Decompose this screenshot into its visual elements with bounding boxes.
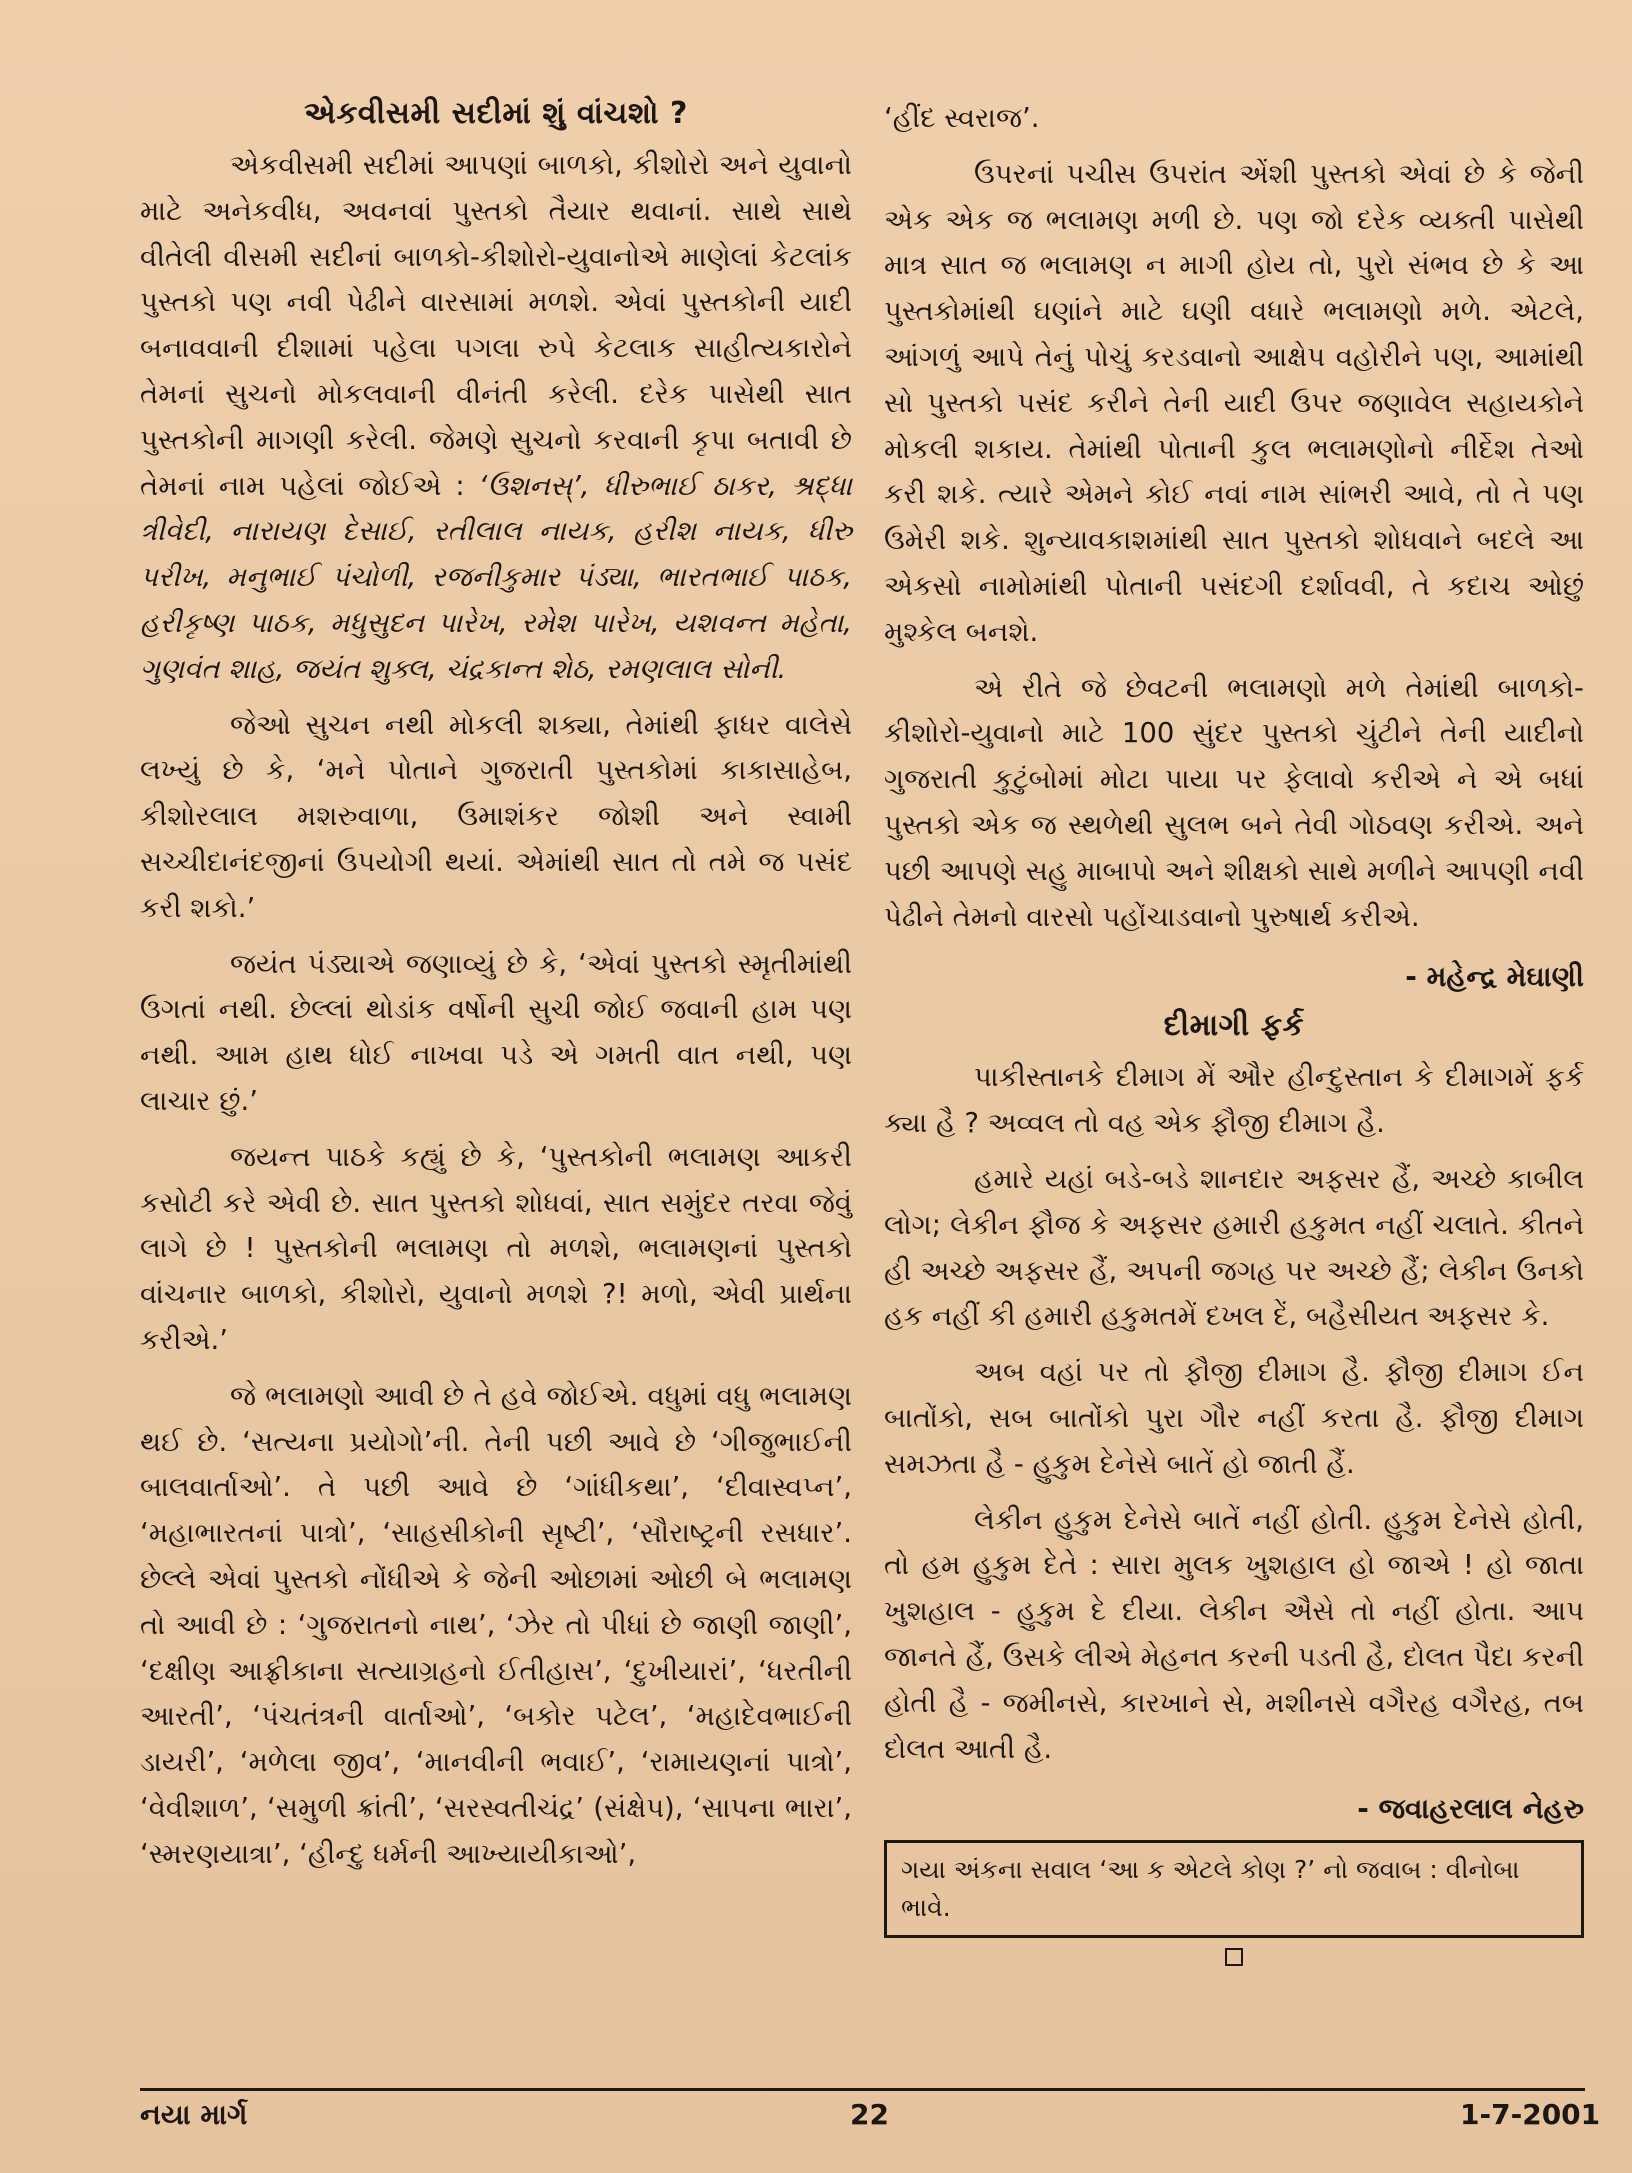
- page-number: 22: [850, 2098, 889, 2131]
- footer-divider: [140, 2088, 1585, 2091]
- paragraph: જેઓ સુચન નથી મોકલી શક્યા, તેમાંથી ફાધર વાલેસે લખ્યું છે કે, ‘મને પોતાને ગુજરાતી પુસ્તકોમાં કાકાસાહેબ, કીશોરલાલ મશરુવાળા, ઉમાશંકર જોશી અને સ્વામી સચ્ચીદાનંદજીનાં ઉપયોગી થયાં. એમાંથી સાત તો તમે જ પસંદ કરી શકો.’: [140, 708, 852, 924]
- author-signature: - મહેન્દ્ર મેઘાણી: [1405, 960, 1584, 994]
- paragraph: જયન્ત પાઠકે કહ્યું છે કે, ‘પુસ્તકોની ભલામણ આકરી કસોટી કરે એવી છે. સાત પુસ્તકો શોધવાં, સાત સમુંદર તરવા જેવું લાગે છે ! પુસ્તકોની ભલામણ તો મળશે, ભલામણનાં પુસ્તકો વાંચનાર બાળકો, કીશોરો, યુવાનો મળશે ?! મળો, એવી પ્રાર્થના કરીએ.’: [140, 1140, 852, 1356]
- paragraph-text: એકવીસમી સદીમાં આપણાં બાળકો, કીશોરો અને યુવાનો માટે અનેકવીધ, અવનવાં પુસ્તકો તૈયાર થવાનાં. સાથે સાથે વીતેલી વીસમી સદીનાં બાળકો-કીશોરો-યુવાનોએ માણેલાં કેટલાંક પુસ્તકો પણ નવી પેઢીને વારસામાં મળશે. એવાં પુસ્તકોની યાદી બનાવવાની દીશામાં પહેલા પગલા રુપે કેટલાક સાહીત્યકારોને તેમનાં સુચનો મોકલવાની વીનંતી કરેલી. દરેક પાસેથી સાત પુસ્તકોની માગણી કરેલી. જેમણે સુચનો કરવાની કૃપા બતાવી છે તેમનાં નામ પહેલાં જોઈએ :: [140, 149, 852, 502]
- paragraph: ‘હીંદ સ્વરાજ’.: [884, 102, 1040, 134]
- magazine-name: નયા માર્ગ: [140, 2098, 248, 2131]
- article-title: દીમાગી ફર્ક: [1163, 1008, 1305, 1044]
- paragraph: ઉપરનાં પચીસ ઉપરાંત એંશી પુસ્તકો એવાં છે કે જેની એક એક જ ભલામણ મળી છે. પણ જો દરેક વ્યક્તી પાસેથી માત્ર સાત જ ભલામણ ન માગી હોય તો, પુરો સંભવ છે કે આ પુસ્તકોમાંથી ઘણાંને માટે ઘણી વધારે ભલામણો મળે. એટલે, આંગળું આપે તેનું પોચું કરડવાનો આક્ષેપ વહોરીને પણ, આમાંથી સો પુસ્તકો પસંદ કરીને તેની યાદી ઉપર જણાવેલ સહાયકોને મોકલી શકાય. તેમાંથી પોતાની કુલ ભલામણોનો નીર્દેશ તેઓ કરી શકે. ત્યારે એમને કોઈ નવાં નામ સાંભરી આવે, તો તે પણ ઉમેરી શકે. શુન્યાવકાશમાંથી સાત પુસ્તકો શોધવાને બદલે આ એકસો નામોમાંથી પોતાની પસંદગી દર્શાવવી, તે કદાચ ઓછું મુશ્કેલ બનશે.: [884, 157, 1584, 648]
- contributor-names: ‘ઉશનસ્’, ધીરુભાઈ ઠાકર, શ્રદ્ધા ત્રીવેદી, નારાયણ દેસાઈ, રતીલાલ નાયક, હરીશ નાયક, ધીરુ પરીખ, મનુભાઈ પંચોળી, રજનીકુમાર પંડ્યા, ભારતભાઈ પાઠક, હરીકૃષ્ણ પાઠક, મધુસુદન પારેખ, રમેશ પારેખ, યશવન્ત મહેતા, ગુણવંત શાહ, જયંત શુક્લ, ચંદ્રકાન્ત શેઠ, રમણલાલ સોની.: [140, 469, 852, 685]
- paragraph: એ રીતે જે છેવટની ભલામણો મળે તેમાંથી બાળકો-કીશોરો-યુવાનો માટે 100 સુંદર પુસ્તકો ચુંટીને તેની યાદીનો ગુજરાતી કુટુંબોમાં મોટા પાયા પર ફેલાવો કરીએ ને એ બધાં પુસ્તકો એક જ સ્થળેથી સુલભ બને તેવી ગોઠવણ કરીએ. અને પછી આપણે સહુ માબાપો અને શીક્ષકો સાથે મળીને આપણી નવી પેઢીને તેમનો વારસો પહોંચાડવાનો પુરુષાર્થ કરીએ.: [884, 671, 1584, 933]
- left-column: [140, 96, 852, 1887]
- author-signature: - જવાહરલાલ નેહરુ: [1357, 1792, 1584, 1826]
- end-mark-icon: [1225, 1948, 1243, 1966]
- paragraph: જે ભલામણો આવી છે તે હવે જોઈએ. વધુમાં વધુ ભલામણ થઈ છે. ‘સત્યના પ્રયોગો’ની. તેની પછી આવે છે ‘ગીજુભાઈની બાલવાર્તાઓ’. તે પછી આવે છે ‘ગાંધીકથા’, ‘દીવાસ્વપ્ન’, ‘મહાભારતનાં પાત્રો’, ‘સાહસીકોની સૃષ્ટી’, ‘સૌરાષ્ટ્રની રસધાર’. છેલ્લે એવાં પુસ્તકો નોંધીએ કે જેની ઓછામાં ઓછી બે ભલામણ તો આવી છે : ‘ગુજરાતનો નાથ’, ‘ઝેર તો પીધાં છે જાણી જાણી’, ‘દક્ષીણ આફ્રીકાના સત્યાગ્રહનો ઈતીહાસ’, ‘દુખીયારાં’, ‘ધરતીની આરતી’, ‘પંચતંત્રની વાર્તાઓ’, ‘બકોર પટેલ’, ‘મહાદેવભાઈની ડાયરી’, ‘મળેલા જીવ’, ‘માનવીની ભવાઈ’, ‘રામાયણનાં પાત્રો’, ‘વેવીશાળ’, ‘સમુળી ક્રાંતી’, ‘સરસ્વતીચંદ્ર’ (સંક્ષેપ), ‘સાપના ભારા’, ‘સ્મરણયાત્રા’, ‘હીન્દુ ધર્મની આખ્યાયીકાઓ’,: [140, 1379, 852, 1870]
- paragraph: લેકીન હુકુમ દેનેસે બાતેં નહીં હોતી. હુકુમ દેનેસે હોતી, તો હમ હુકુમ દેતે : સારા મુલક ખુશહાલ હો જાએ ! હો જાતા ખુશહાલ - હુકુમ દે દીયા. લેકીન ઐસે તો નહીં હોતા. આપ જાનતે હૈં, ઉસકે લીએ મેહનત કરની પડતી હૈ, દોલત પૈદા કરની હોતી હૈ - જમીનસે, કારખાને સે, મશીનસે વગૈરહ વગૈરહ, તબ દોલત આતી હૈ.: [884, 1503, 1584, 1765]
- article-title: એકવીસમી સદીમાં શું વાંચશો ?: [304, 96, 688, 131]
- paragraph: પાકીસ્તાનકે દીમાગ મેં ઔર હીન્દુસ્તાન કે દીમાગમેં ફર્ક ક્યા હૈ ? અવ્વલ તો વહ એક ફૌજી દીમાગ હૈ.: [884, 1061, 1584, 1140]
- paragraph: [140, 143, 852, 693]
- answer-box: ગયા અંકના સવાલ ‘આ ક એટલે કોણ ?’ નો જવાબ : વીનોબા ભાવે.: [884, 1840, 1584, 1938]
- right-column: [884, 96, 1584, 1966]
- paragraph: જયંત પંડ્યાએ જણાવ્યું છે કે, ‘એવાં પુસ્તકો સ્મૃતીમાંથી ઉગતાં નથી. છેલ્લાં થોડાંક વર્ષોની સુચી જોઈ જવાની હામ પણ નથી. આમ હાથ ધોઈ નાખવા પડે એ ગમતી વાત નથી, પણ લાચાર છું.’: [140, 947, 852, 1117]
- paragraph: હમારે યહાં બડે-બડે શાનદાર અફસર હૈં, અચ્છે કાબીલ લોગ; લેકીન ફૌજ કે અફસર હમારી હકુમત નહીં ચલાતે. કીતને હી અચ્છે અફસર હૈં, અપની જગહ પર અચ્છે હૈં; લેકીન ઉનકો હક નહીં કી હમારી હકુમતમેં દખલ દેં, બહૈસીયત અફસર કે.: [884, 1162, 1584, 1333]
- paragraph: અબ વહાં પર તો ફૌજી દીમાગ હૈ. ફૌજી દીમાગ ઈન બાતોંકો, સબ બાતોંકો પુરા ગૌર નહીં કરતા હૈ. ફૌજી દીમાગ સમઝતા હૈ - હુકુમ દેનેસે બાતેં હો જાતી હૈં.: [884, 1356, 1584, 1480]
- issue-date: 1-7-2001: [1460, 2098, 1601, 2131]
